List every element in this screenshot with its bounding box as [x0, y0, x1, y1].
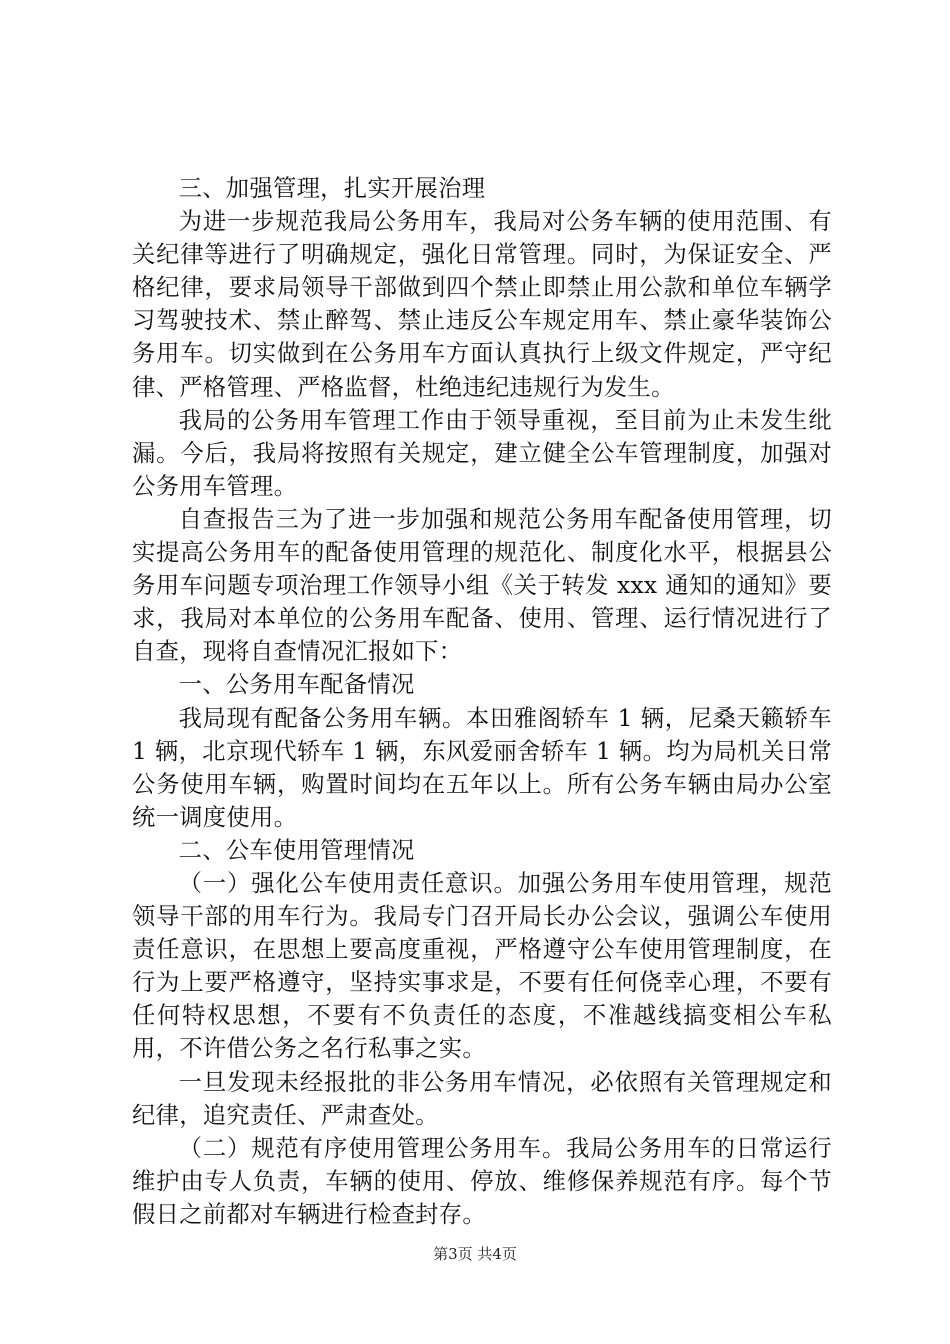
page-number-footer: 第3页 共4页: [433, 1245, 517, 1263]
paragraph: 我局现有配备公务用车辆。本田雅阁轿车 1 辆，尼桑天籁轿车 1 辆，北京现代轿车 1 辆，东风爱丽舍轿车 1 辆。均为局机关日常公务使用车辆，购置时间均在五年以上。所有公务车辆由局办公室统一调度使用。: [132, 704, 832, 831]
document-body: [132, 172, 832, 1231]
paragraph: 自查报告三为了进一步加强和规范公务用车配备使用管理，切实提高公务用车的配备使用管理的规范化、制度化水平，根据县公务用车问题专项治理工作领导小组《关于转发 xxx 通知的通知》要求，我局对本单位的公务用车配备、使用、管理、运行情况进行了自查，现将自查情况汇报如下：: [132, 505, 832, 666]
section-heading: 三、加强管理，扎实开展治理: [178, 175, 486, 202]
paragraph: 一旦发现未经报批的非公务用车情况，必依照有关管理规定和纪律，追究责任、严肃查处。: [132, 1068, 832, 1129]
paragraph: （一）强化公车使用责任意识。加强公务用车使用管理，规范领导干部的用车行为。我局专门召开局长办公会议，强调公车使用责任意识，在思想上要高度重视，严格遵守公车使用管理制度，在行为上要严格遵守，坚持实事求是，不要有任何侥幸心理，不要有任何特权思想，不要有不负责任的态度，不准越线搞变相公车私用，不许借公务之名行私事之实。: [132, 869, 832, 1063]
paragraph: 我局的公务用车管理工作由于领导重视，至目前为止未发生纰漏。今后，我局将按照有关规定，建立健全公车管理制度，加强对公务用车管理。: [132, 406, 832, 500]
section-heading: 二、公车使用管理情况: [178, 836, 415, 864]
paragraph: （二）规范有序使用管理公务用车。我局公务用车的日常运行维护由专人负责，车辆的使用、停放、维修保养规范有序。每个节假日之前都对车辆进行检查封存。: [132, 1134, 832, 1228]
section-heading: 一、公务用车配备情况: [178, 671, 415, 699]
paragraph: 为进一步规范我局公务用车，我局对公务车辆的使用范围、有关纪律等进行了明确规定，强化日常管理。同时，为保证安全、严格纪律，要求局领导干部做到四个禁止即禁止用公款和单位车辆学习驾驶技术、禁止醉驾、禁止违反公车规定用车、禁止豪华装饰公务用车。切实做到在公务用车方面认真执行上级文件规定，严守纪律、严格管理、严格监督，杜绝违纪违规行为发生。: [132, 208, 832, 401]
